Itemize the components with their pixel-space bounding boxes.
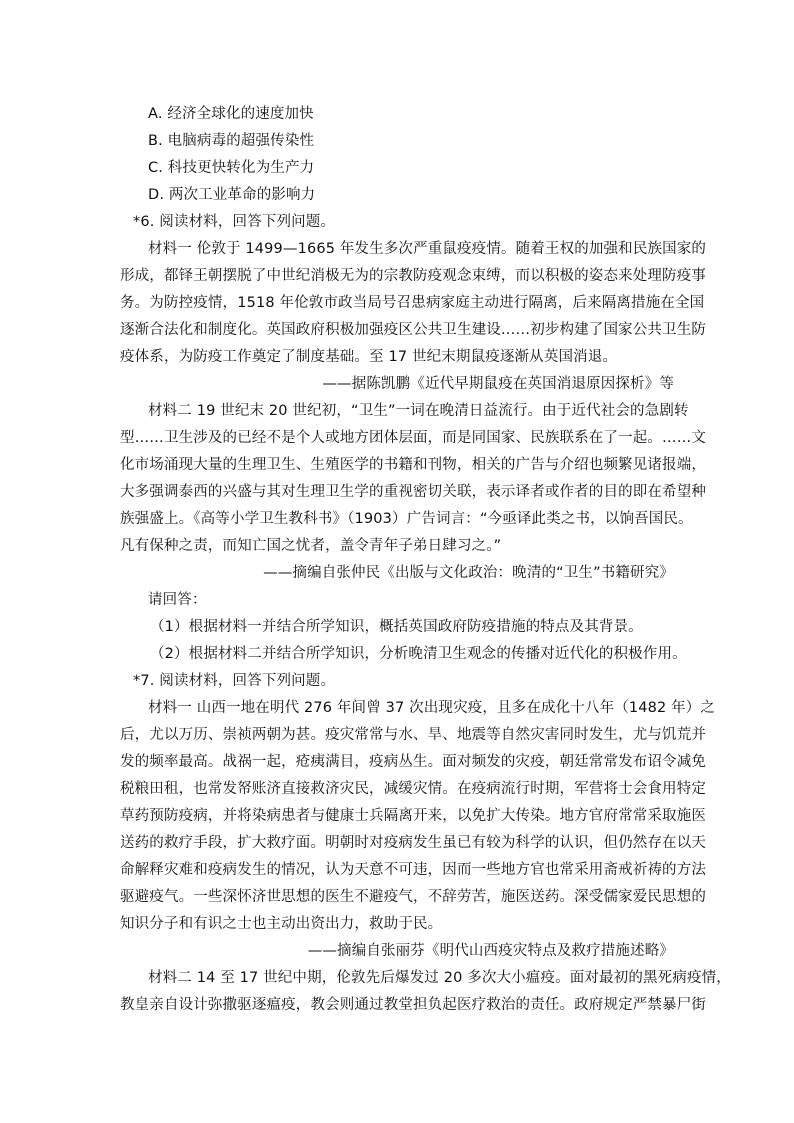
q6-material-2-line: 型……卫生涉及的已经不是个人或地方团体层面，而是同国家、民族联系在了一起。……文 (120, 430, 706, 446)
q6-material-2-line: 材料二 19 世纪末 20 世纪初，“卫生”一词在晚清日益流行。由于近代社会的急剧转 (148, 403, 689, 419)
q6-subquestion-1: （1）根据材料一并结合所学知识，概括英国政府防疫措施的特点及其背景。 (150, 619, 643, 635)
q6-material-1-line: 务。为防控疫情，1518 年伦敦市政当局号召患病家庭主动进行隔离，后来隔离措施在全国 (120, 295, 705, 311)
q6-material-1-line: 逐渐合法化和制度化。英国政府积极加强疫区公共卫生建设……初步构建了国家公共卫生防 (120, 322, 706, 338)
q7-material-2-line: 教皇亲自设计弥撒驱逐瘟疫，教会则通过教堂担负起医疗救治的责任。政府规定严禁暴尸街 (120, 997, 706, 1013)
q7-material-1-source: ——摘编自张丽芬《明代山西疫灾特点及救疗措施述略》 (307, 943, 674, 959)
q7-material-1-line: 知识分子和有识之士也主动出资出力，救助于民。 (120, 916, 443, 932)
q6-material-2-source: ——摘编自张仲民《出版与文化政治：晚清的“卫生”书籍研究》 (263, 565, 674, 581)
option-d: D. 两次工业革命的影响力 (148, 187, 316, 203)
q7-material-1-line: 发的频率最高。战祸一起，疮痍满目，疫病丛生。面对频发的灾疫，朝廷常常发布诏令减免 (120, 754, 706, 770)
q7-material-1-line: 后，尤以万历、崇祯两朝为甚。疫灾常常与水、旱、地震等自然灾害同时发生，尤与饥荒并 (120, 727, 706, 743)
question-7-title: *7. 阅读材料，回答下列问题。 (133, 673, 336, 689)
q7-material-1-line: 命解释灾难和疫病发生的情况，认为天意不可违，因而一些地方官也常采用斋戒祈祷的方法 (120, 862, 706, 878)
q7-material-1-line: 驱避疫气。一些深怀济世思想的医生不避疫气，不辞劳苦，施医送药。深受儒家爱民思想的 (120, 889, 706, 905)
q6-material-1-line: 形成，都铎王朝摆脱了中世纪消极无为的宗教防疫观念束缚，而以积极的姿态来处理防疫事 (120, 268, 706, 284)
q6-material-2-line: 化市场涌现大量的生理卫生、生殖医学的书籍和刊物，相关的广告与介绍也频繁见诸报端， (120, 457, 706, 473)
q7-material-1-line: 税粮田租，也常发帑账济直接救济灾民，减缓灾情。在疫病流行时期，军营将士会食用特定 (120, 781, 706, 797)
option-c: C. 科技更快转化为生产力 (148, 160, 315, 176)
q7-material-2-line: 材料二 14 至 17 世纪中期，伦敦先后爆发过 20 多次大小瘟疫。面对最初的黑死病疫情， (148, 970, 731, 986)
q7-material-1-line: 送药的救疗手段，扩大救疗面。明朝时对疫病发生虽已有较为科学的认识，但仍然存在以天 (120, 835, 706, 851)
q6-prompt: 请回答： (148, 592, 207, 608)
question-6-title: *6. 阅读材料，回答下列问题。 (133, 214, 336, 230)
q6-material-2-line: 凡有保种之责，而知亡国之忧者，盖令青年子弟日肆习之。” (120, 538, 502, 554)
option-a: A. 经济全球化的速度加快 (148, 106, 314, 122)
q6-material-1-line: 材料一 伦敦于 1499—1665 年发生多次严重鼠疫疫情。随着王权的加强和民族国家的 (148, 241, 707, 257)
option-b: B. 电脑病毒的超强传染性 (148, 133, 315, 149)
q6-material-2-line: 大多强调泰西的兴盛与其对生理卫生学的重视密切关联，表示译者或作者的目的即在希望种 (120, 484, 706, 500)
q6-subquestion-2: （2）根据材料二并结合所学知识，分析晚清卫生观念的传播对近代化的积极作用。 (150, 646, 687, 662)
q7-material-1-line: 草药预防疫病，并将染病患者与健康士兵隔离开来，以免扩大传染。地方官府常常采取施医 (120, 808, 706, 824)
q6-material-2-line: 族强盛上。《高等小学卫生教科书》（1903）广告词言：“今亟译此类之书，以饷吾国民。 (120, 511, 693, 527)
q6-material-1-source: ——据陈凯鹏《近代早期鼠疫在英国消退原因探析》等 (322, 376, 674, 392)
q7-material-1-line: 材料一 山西一地在明代 276 年间曾 37 次出现灾疫，且多在成化十八年（1482 年）之 (148, 700, 716, 716)
q6-material-1-line: 疫体系，为防疫工作奠定了制度基础。至 17 世纪末期鼠疫逐渐从英国消退。 (120, 349, 618, 365)
